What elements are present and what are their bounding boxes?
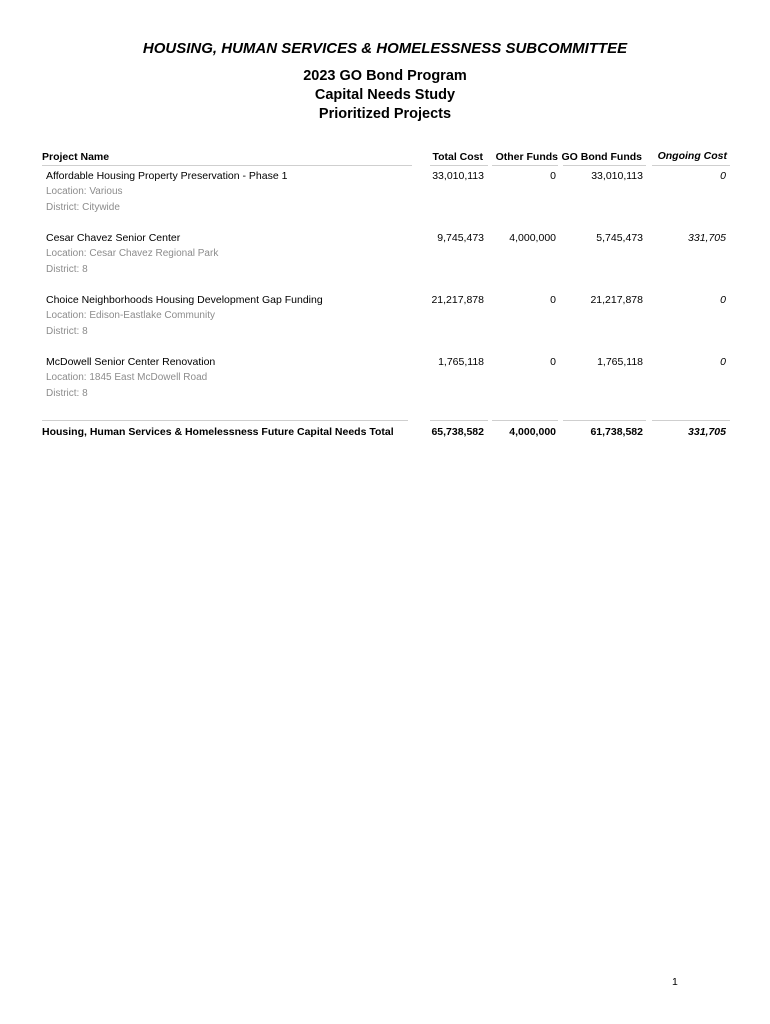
- study-title: Capital Needs Study: [314, 87, 456, 103]
- total-cost-cell: 21,217,878: [431, 294, 484, 306]
- header-divider: [563, 165, 646, 166]
- totals-go-bond-funds: 61,738,582: [590, 426, 643, 438]
- project-district: District: 8: [46, 326, 88, 337]
- ongoing-cost-cell: 0: [720, 294, 726, 306]
- totals-label: Housing, Human Services & Homelessness Future Capital Needs Total: [42, 426, 394, 438]
- go-bond-funds-cell: 1,765,118: [597, 356, 643, 368]
- project-name: McDowell Senior Center Renovation: [46, 356, 216, 368]
- header-divider: [652, 165, 730, 166]
- project-location: Location: Cesar Chavez Regional Park: [46, 248, 219, 259]
- other-funds-cell: 4,000,000: [509, 232, 556, 244]
- project-location: Location: Edison-Eastlake Community: [46, 310, 215, 321]
- ongoing-cost-cell: 0: [720, 356, 726, 368]
- project-district: District: Citywide: [46, 202, 120, 213]
- go-bond-funds-cell: 21,217,878: [590, 294, 643, 306]
- header-divider: [42, 165, 412, 166]
- project-location: Location: 1845 East McDowell Road: [46, 372, 208, 383]
- table-row: [46, 354, 416, 402]
- project-location: Location: Various: [46, 186, 123, 197]
- total-cost-cell: 33,010,113: [432, 170, 484, 182]
- totals-divider: [42, 420, 408, 421]
- project-name: Choice Neighborhoods Housing Development Gap Funding: [46, 294, 323, 306]
- totals-total-cost: 65,738,582: [431, 426, 484, 438]
- total-cost-cell: 9,745,473: [437, 232, 484, 244]
- committee-title: HOUSING, HUMAN SERVICES & HOMELESSNESS SUBCOMMITTEE: [142, 40, 628, 57]
- ongoing-cost-cell: 331,705: [688, 232, 726, 244]
- other-funds-cell: 0: [550, 356, 556, 368]
- column-header-project-name: Project Name: [42, 151, 110, 163]
- go-bond-funds-cell: 33,010,113: [591, 170, 643, 182]
- column-header-total-cost: Total Cost: [432, 151, 483, 163]
- ongoing-cost-cell: 0: [720, 170, 726, 182]
- totals-divider: [563, 420, 646, 421]
- go-bond-funds-cell: 5,745,473: [596, 232, 643, 244]
- report-subtitle: Prioritized Projects: [318, 106, 452, 122]
- total-cost-cell: 1,765,118: [438, 356, 484, 368]
- table-row: [46, 168, 416, 216]
- table-row: [46, 230, 416, 278]
- column-header-go-bond-funds: GO Bond Funds: [561, 151, 642, 163]
- page-number: 1: [672, 976, 678, 988]
- totals-divider: [430, 420, 488, 421]
- totals-other-funds: 4,000,000: [509, 426, 556, 438]
- project-name: Affordable Housing Property Preservation - Phase 1: [46, 170, 288, 182]
- project-district: District: 8: [46, 388, 88, 399]
- header-divider: [430, 165, 488, 166]
- totals-divider: [652, 420, 730, 421]
- totals-ongoing-cost: 331,705: [688, 426, 726, 438]
- project-name: Cesar Chavez Senior Center: [46, 232, 181, 244]
- table-row: [46, 292, 416, 340]
- header-divider: [492, 165, 558, 166]
- project-district: District: 8: [46, 264, 88, 275]
- column-header-other-funds: Other Funds: [495, 151, 558, 163]
- program-title: 2023 GO Bond Program: [303, 68, 467, 84]
- other-funds-cell: 0: [550, 170, 556, 182]
- other-funds-cell: 0: [550, 294, 556, 306]
- totals-divider: [492, 420, 558, 421]
- column-header-ongoing-cost: Ongoing Cost: [657, 150, 727, 162]
